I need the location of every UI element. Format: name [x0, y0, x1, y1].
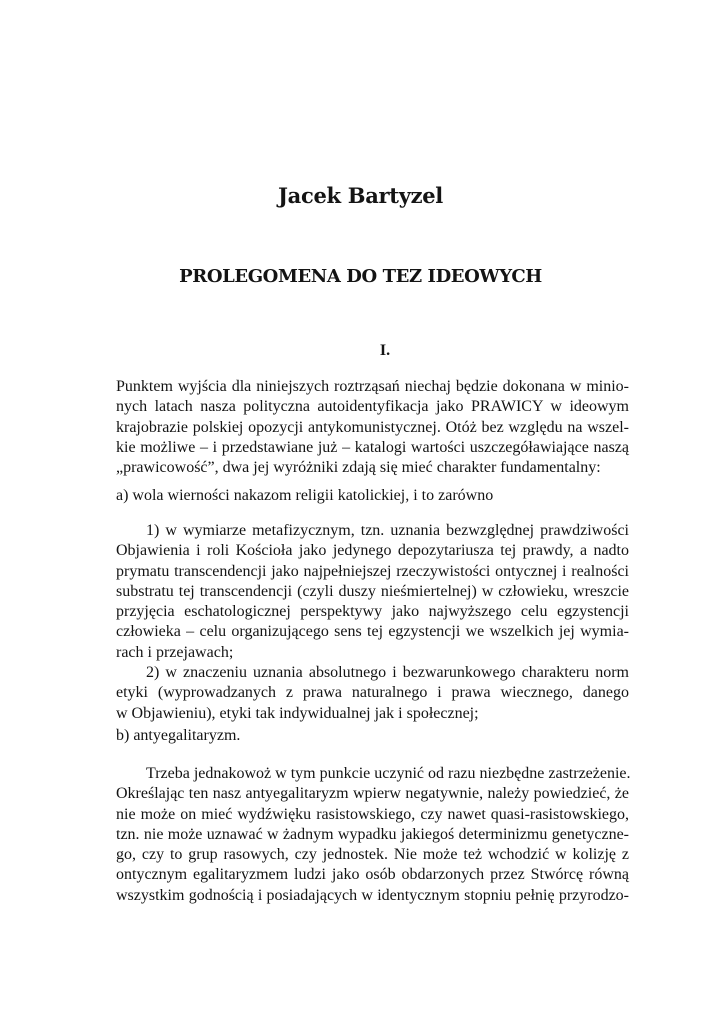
text-line: nie może on mieć wydźwięku rasistowskiego, czy nawet quasi-rasistowskiego, — [116, 805, 629, 823]
list-item-b — [116, 726, 629, 746]
text-line: wszystkim godnością i posiadających w identycznym stopniu pełnię przyrodzo- — [116, 886, 629, 904]
text-line: kie możliwe – i przedstawiane już – katalogi wartości uszczegóławiające naszą — [116, 438, 629, 456]
text-line: 1) w wymiarze metafizycznym, tzn. uznania bezwzględnej prawdziwości — [146, 522, 629, 539]
text-line: b) antyegalitaryzm. — [116, 727, 241, 744]
text-line: go, czy to grup rasowych, czy jednostek. Nie może też wchodzić w kolizję z — [116, 846, 629, 864]
text-line: rach i przejawach; — [116, 643, 234, 661]
list-item-a — [116, 486, 629, 506]
text-line: w Objawieniu), etyki tak indywidualnej jak i społecznej; — [116, 704, 479, 722]
text-line: człowieka – celu organizującego sens tej egzystencji we wszelkich jej wymia- — [116, 623, 629, 641]
text-line: przyjęcia eschatologicznej perspektywy jako najwyższego celu egzystencji — [116, 603, 629, 621]
author-name: Jacek Bartyzel — [278, 183, 443, 208]
text-line: Określając ten nasz antyegalitaryzm wpierw negatywnie, należy powiedzieć, że — [116, 785, 629, 803]
section-number: I. — [379, 342, 391, 359]
text-line: 2) w znaczeniu uznania absolutnego i bezwarunkowego charakteru norm — [146, 664, 629, 682]
text-line: Punktem wyjścia dla niniejszych roztrząsań niechaj będzie dokonana w minio- — [116, 378, 629, 395]
text-line: a) wola wierności nakazom religii katolickiej, i to zarówno — [116, 487, 494, 504]
text-line: Trzeba jednakowoż w tym punkcie uczynić od razu niezbędne zastrzeżenie. — [146, 765, 631, 782]
text-line: nych latach nasza polityczna autoidentyfikacja jako PRAWICY w ideowym — [116, 398, 629, 416]
text-line: etyki (wyprowadzanych z prawa naturalnego i prawa wiecznego, danego — [116, 684, 629, 702]
text-line: Objawienia i roli Kościoła jako jedynego depozytariusza tej prawdy, a nadto — [116, 542, 629, 560]
paragraph-intro — [116, 377, 629, 478]
text-line: krajobrazie polskiej opozycji antykomunistycznej. Otóż bez względu na wszel- — [116, 418, 629, 436]
text-line: „prawicowość”, dwa jej wyróżniki zdają się mieć charakter fundamentalny: — [116, 459, 601, 477]
document-title: PROLEGOMENA DO TEZ IDEOWYCH — [179, 266, 542, 287]
text-line: substratu tej transcendencji (czyli duszy nieśmiertelnej) w człowieku, wreszcie — [116, 582, 629, 600]
paragraph-antiegalitarianism — [116, 764, 629, 906]
text-line: prymatu transcendencji jako najpełniejszej rzeczywistości ontycznej i realności — [116, 562, 629, 580]
text-line: tzn. nie może uznawać w żadnym wypadku jakiegoś determinizmu genetyczne- — [116, 825, 629, 843]
sub-items — [116, 521, 629, 724]
text-line: ontycznym egalitaryzmem ludzi jako osób obdarzonych przez Stwórcę równą — [116, 866, 629, 884]
